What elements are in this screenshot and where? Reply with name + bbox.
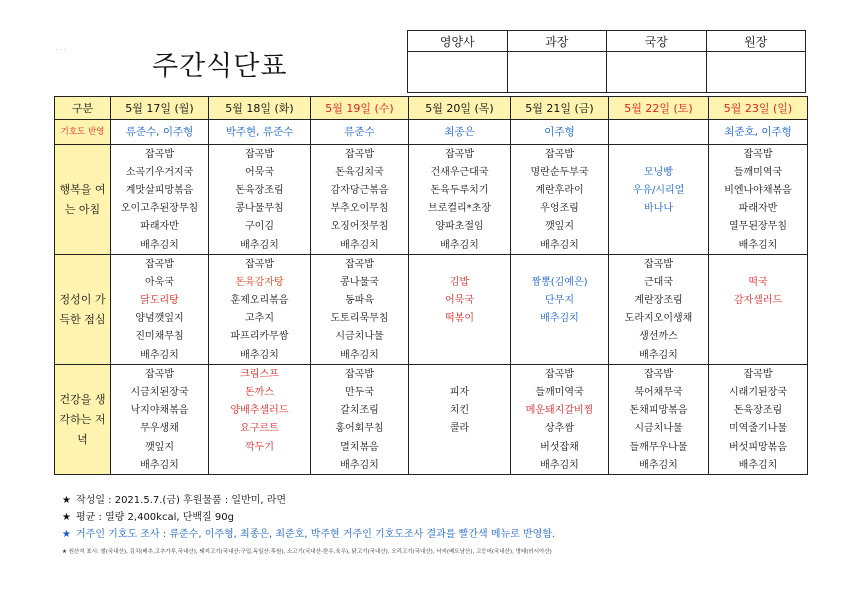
menu-cell: 콩나물국 — [311, 273, 409, 291]
menu-cell: 콩나물무침 — [209, 200, 311, 218]
sign-box — [507, 52, 607, 93]
preference-cell: 류준수, 이주형 — [111, 120, 209, 145]
menu-cell: 훈제오리볶음 — [209, 292, 311, 310]
date-wed: 5월 19일 (수) — [311, 97, 409, 120]
menu-cell: 감자당근볶음 — [311, 181, 409, 199]
menu-cell: 동파육 — [311, 292, 409, 310]
star-icon: ★ — [62, 495, 71, 506]
menu-cell: 배추김치 — [209, 346, 311, 365]
star-icon: ★ — [62, 529, 71, 540]
menu-cell: 배추김치 — [609, 346, 709, 365]
preference-cell: 이주형 — [511, 120, 609, 145]
menu-table — [54, 96, 808, 475]
menu-cell: 잡곡밥 — [311, 145, 409, 164]
date-fri: 5월 21일 (금) — [511, 97, 609, 120]
menu-cell: 깻잎지 — [511, 218, 609, 236]
note-preference-survey: 거주인 기호도 조사 : 류준수, 이주형, 최종은, 최준호, 박주현 거주인 기호도조사 결과를 빨간색 메뉴로 반영함. — [76, 529, 556, 540]
menu-cell: 시금치나물 — [609, 420, 709, 438]
menu-cell: 메운돼지갈비찜 — [511, 402, 609, 420]
menu-cell — [409, 365, 511, 384]
star-icon: ★ — [62, 549, 69, 555]
menu-cell: 잡곡밥 — [511, 365, 609, 384]
menu-cell — [511, 346, 609, 365]
star-icon: ★ — [62, 512, 71, 523]
menu-cell: 브로컬리*초장 — [409, 200, 511, 218]
menu-cell: 요구르트 — [209, 420, 311, 438]
menu-cell: 만두국 — [311, 383, 409, 401]
menu-cell: 돈육감자탕 — [209, 273, 311, 291]
menu-cell: 모닝빵 — [609, 163, 709, 181]
menu-cell: 잡곡밥 — [311, 255, 409, 274]
menu-cell: 배추김치 — [709, 456, 808, 475]
approval-head: 원장 — [706, 31, 806, 52]
note-line — [62, 509, 555, 526]
menu-cell: 단무지 — [511, 292, 609, 310]
menu-cell: 구이김 — [209, 218, 311, 236]
menu-cell: 파래자반 — [709, 200, 808, 218]
menu-cell: 배추김치 — [111, 236, 209, 255]
menu-cell: 배추김치 — [111, 346, 209, 365]
menu-cell: 피자 — [409, 383, 511, 401]
menu-cell: 짬뽕(김예은) — [511, 273, 609, 291]
menu-cell — [709, 346, 808, 365]
menu-cell: 생선까스 — [609, 328, 709, 346]
menu-cell: 아욱국 — [111, 273, 209, 291]
approval-dietitian: 영양사 — [408, 31, 508, 52]
menu-cell: 파프리카무쌈 — [209, 328, 311, 346]
preference-cell: 박주현, 류준수 — [209, 120, 311, 145]
menu-cell: 갈치조림 — [311, 402, 409, 420]
menu-cell: 오징어젓무침 — [311, 218, 409, 236]
menu-cell: 멸치볶음 — [311, 438, 409, 456]
menu-cell: 도토리묵무침 — [311, 310, 409, 328]
menu-cell: 버섯잡채 — [511, 438, 609, 456]
menu-cell: 낙지야채볶음 — [111, 402, 209, 420]
menu-cell: 고추지 — [209, 310, 311, 328]
menu-cell: 돈육두루치기 — [409, 181, 511, 199]
menu-cell — [409, 328, 511, 346]
menu-cell: 홍어회무침 — [311, 420, 409, 438]
menu-cell: 들깨미역국 — [511, 383, 609, 401]
sign-box — [706, 52, 806, 93]
approval-director: 국장 — [607, 31, 707, 52]
menu-cell: 양배추샐러드 — [209, 402, 311, 420]
menu-cell: 닭도리탕 — [111, 292, 209, 310]
preference-label: 기호도 반영 — [55, 120, 111, 145]
menu-cell — [409, 456, 511, 475]
menu-cell: 부추오이무침 — [311, 200, 409, 218]
menu-cell: 양파초절임 — [409, 218, 511, 236]
menu-cell: 비엔나야채볶음 — [709, 181, 808, 199]
sign-box — [408, 52, 508, 93]
menu-cell: 잡곡밥 — [709, 365, 808, 384]
menu-cell: 돈육장조림 — [709, 402, 808, 420]
menu-cell: 크림스프 — [209, 365, 311, 384]
preference-cell: 류준수 — [311, 120, 409, 145]
menu-cell: 돈채피망볶음 — [609, 402, 709, 420]
date-mon: 5월 17일 (월) — [111, 97, 209, 120]
menu-cell: 어묵국 — [409, 292, 511, 310]
menu-cell: 돈육김치국 — [311, 163, 409, 181]
menu-cell — [409, 255, 511, 274]
date-tue: 5월 18일 (화) — [209, 97, 311, 120]
menu-cell: 돈육장조림 — [209, 181, 311, 199]
menu-cell: 오이고추된장무침 — [111, 200, 209, 218]
menu-cell — [511, 328, 609, 346]
menu-cell: 건새우근대국 — [409, 163, 511, 181]
meal-label-lunch: 정성이 가득한 점심 — [55, 255, 111, 365]
menu-cell: 배추김치 — [209, 236, 311, 255]
sign-box — [607, 52, 707, 93]
menu-cell: 양념깻잎지 — [111, 310, 209, 328]
note-written-date: 작성일 : 2021.5.7.(금) 후원물품 : 일반미, 라면 — [76, 495, 287, 506]
menu-cell: 잡곡밥 — [209, 145, 311, 164]
menu-cell: 깻잎지 — [111, 438, 209, 456]
menu-cell: 배추김치 — [709, 236, 808, 255]
menu-cell: 콜라 — [409, 420, 511, 438]
menu-cell: 바나나 — [609, 200, 709, 218]
origin-text: 원산지 표시: 쌀(국내산), 김치(배추,고추가루,국내산), 돼지고기(국내산:구입,독일산:후원), 소고기(국내산-한우,육우), 닭고기(국내산), 오리고기(국내산), 낙지(베트남산), 고등어(국내산), 명태(러시아산) — [68, 549, 552, 555]
menu-cell: 잡곡밥 — [311, 365, 409, 384]
menu-cell: 명란순두부국 — [511, 163, 609, 181]
menu-cell: 김밥 — [409, 273, 511, 291]
menu-cell: 배추김치 — [409, 236, 511, 255]
menu-cell: 배추김치 — [311, 236, 409, 255]
menu-cell: 떡볶이 — [409, 310, 511, 328]
menu-cell — [709, 310, 808, 328]
category-header: 구분 — [55, 97, 111, 120]
menu-cell: 계맛살피망볶음 — [111, 181, 209, 199]
menu-cell: 시래기된장국 — [709, 383, 808, 401]
menu-cell — [709, 328, 808, 346]
preference-cell: 최준호, 이주형 — [709, 120, 808, 145]
menu-cell: 배추김치 — [311, 346, 409, 365]
menu-cell — [609, 218, 709, 236]
menu-cell: 시금치된장국 — [111, 383, 209, 401]
menu-cell: 잡곡밥 — [709, 145, 808, 164]
menu-cell: 배추김치 — [511, 456, 609, 475]
menu-cell: 우유/시리얼 — [609, 181, 709, 199]
preference-cell — [609, 120, 709, 145]
notes — [62, 492, 555, 543]
menu-cell: 잡곡밥 — [111, 145, 209, 164]
menu-cell: 배추김치 — [311, 456, 409, 475]
menu-cell: 잡곡밥 — [209, 255, 311, 274]
menu-cell: 잡곡밥 — [409, 145, 511, 164]
menu-cell: 계란후라이 — [511, 181, 609, 199]
menu-cell: 근대국 — [609, 273, 709, 291]
menu-cell: 파래자반 — [111, 218, 209, 236]
note-line — [62, 526, 555, 543]
menu-cell: 소곡기우거지국 — [111, 163, 209, 181]
menu-cell: 잡곡밥 — [111, 365, 209, 384]
menu-cell: 도라지오이생채 — [609, 310, 709, 328]
menu-cell: 돈까스 — [209, 383, 311, 401]
menu-cell — [609, 145, 709, 164]
meal-label-breakfast: 행복을 여는 아침 — [55, 145, 111, 255]
menu-cell — [409, 346, 511, 365]
menu-cell: 잡곡밥 — [609, 255, 709, 274]
menu-cell: 깍두기 — [209, 438, 311, 456]
menu-cell: 버섯피망볶음 — [709, 438, 808, 456]
menu-cell: 배추김치 — [511, 236, 609, 255]
menu-cell: 북어채무국 — [609, 383, 709, 401]
menu-cell: 어묵국 — [209, 163, 311, 181]
note-line — [62, 492, 555, 509]
menu-cell: 배추김치 — [111, 456, 209, 475]
approval-manager: 과장 — [507, 31, 607, 52]
menu-cell: 배추김치 — [511, 310, 609, 328]
menu-cell — [511, 255, 609, 274]
approval-table — [407, 30, 806, 93]
menu-cell — [409, 438, 511, 456]
menu-cell: 잡곡밥 — [511, 145, 609, 164]
menu-cell — [709, 255, 808, 274]
menu-cell: 진미채무침 — [111, 328, 209, 346]
menu-cell: 열무된장무침 — [709, 218, 808, 236]
menu-cell: 무우생채 — [111, 420, 209, 438]
date-sat: 5월 22일 (토) — [609, 97, 709, 120]
menu-cell: 계란장조림 — [609, 292, 709, 310]
menu-cell: 들깨무우나물 — [609, 438, 709, 456]
menu-cell — [209, 456, 311, 475]
meal-label-dinner: 건강을 생각하는 저녁 — [55, 365, 111, 475]
menu-cell: 시금치나물 — [311, 328, 409, 346]
origin-note — [62, 547, 552, 555]
note-average: 평균 : 열량 2,400kcal, 단백질 90g — [76, 512, 234, 523]
menu-cell: 치킨 — [409, 402, 511, 420]
date-sun: 5월 23일 (일) — [709, 97, 808, 120]
menu-cell: 들깨미역국 — [709, 163, 808, 181]
scan-marks: · · · — [56, 47, 66, 54]
menu-cell: 감자샐러드 — [709, 292, 808, 310]
menu-cell: 배추김치 — [609, 456, 709, 475]
menu-cell: 미역줄기나물 — [709, 420, 808, 438]
page-title: 주간식단표 — [152, 51, 288, 82]
menu-cell: 상추쌈 — [511, 420, 609, 438]
date-thu: 5월 20일 (목) — [409, 97, 511, 120]
menu-cell: 잡곡밥 — [111, 255, 209, 274]
menu-cell — [609, 236, 709, 255]
menu-cell: 떡국 — [709, 273, 808, 291]
preference-cell: 최종은 — [409, 120, 511, 145]
menu-cell: 우엉조림 — [511, 200, 609, 218]
menu-cell: 잡곡밥 — [609, 365, 709, 384]
